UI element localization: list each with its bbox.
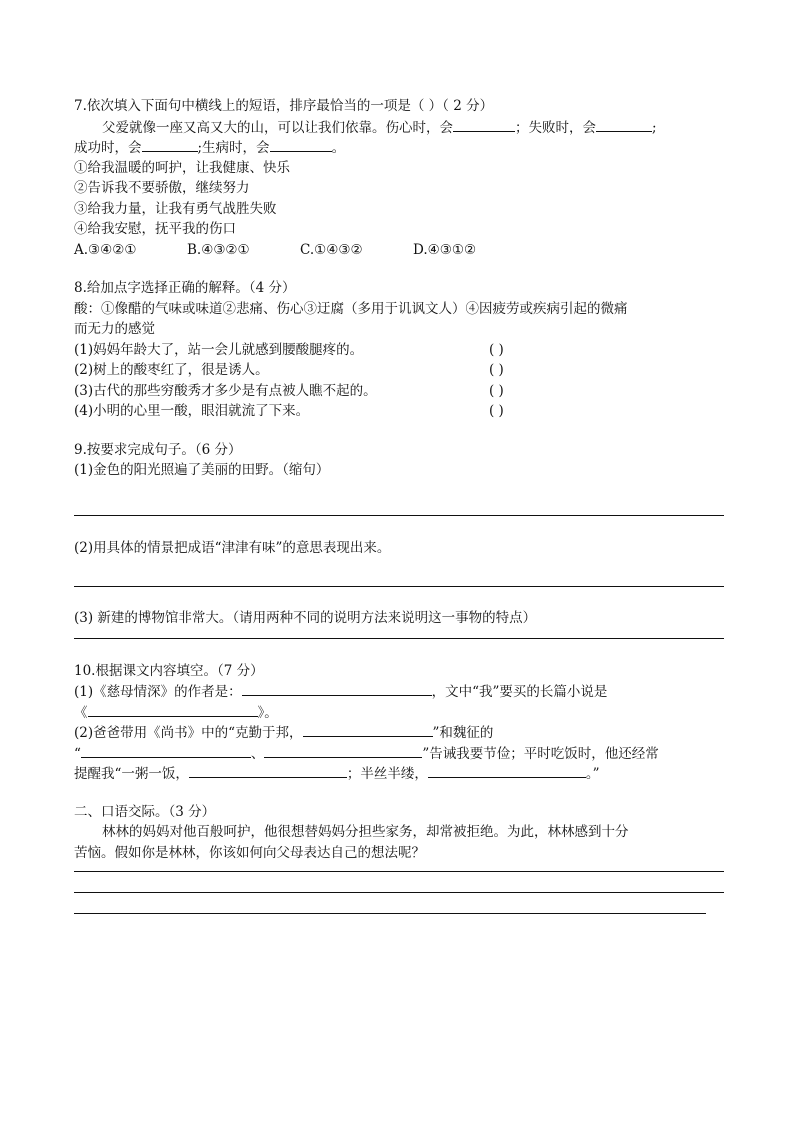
worksheet-page xyxy=(74,96,724,914)
oral-prompt-line1: 林林的妈妈对他百般呵护，他很想替妈妈分担些家务，却常被拒绝。为此，林林感到十分 xyxy=(102,824,629,840)
q7-stem-d: 成功时，会 xyxy=(74,140,142,156)
q8-item-text: (1)妈妈年龄大了，站一会儿就感到腰酸腿疼的。 xyxy=(74,341,364,358)
q7-item: ②告诉我不要骄傲，继续努力 xyxy=(74,180,250,196)
q10-blank-novel[interactable] xyxy=(88,702,258,717)
q10-blank-author[interactable] xyxy=(242,681,432,696)
q10-text: 、 xyxy=(250,745,265,762)
q7-item: ④给我安慰，抚平我的伤口 xyxy=(74,221,236,237)
q8-answer-paren[interactable]: ( ) xyxy=(489,341,504,358)
q10-title: 10.根据课文内容填空。（7 分） xyxy=(74,662,264,679)
q10-blank-shangshu[interactable] xyxy=(303,722,433,737)
q7-stem-c: ; xyxy=(652,119,657,136)
q10-text: ”和魏征的 xyxy=(432,725,494,741)
q10-blank-weizheng-2[interactable] xyxy=(264,743,422,758)
q10-text: 提醒我“一粥一饭， xyxy=(74,766,189,782)
q9-sub1: (1)金色的阳光照遍了美丽的田野。（缩句） xyxy=(74,462,330,478)
q8-item xyxy=(74,401,724,422)
q7-option-b[interactable]: B.④③②① xyxy=(187,241,250,258)
q8-item-text: (2)树上的酸枣红了，很是诱人。 xyxy=(74,362,269,378)
q7-stem-e: ;生病时，会 xyxy=(197,140,270,156)
q10-blank-weizheng-1[interactable] xyxy=(81,743,251,758)
q7-item: ③给我力量，让我有勇气战胜失败 xyxy=(74,200,277,217)
q7-title: 7.依次填入下面句中横线上的短语，排序最恰当的一项是（ ）（ 2 分） xyxy=(74,98,494,114)
q7-stem-line1 xyxy=(74,117,724,138)
q10-line5 xyxy=(74,763,724,784)
q8-item xyxy=(74,360,724,381)
q10-line1 xyxy=(74,681,724,702)
q10-text: 。” xyxy=(585,766,600,782)
q10-text: ”告诫我要节俭；平时吃饭时，他还经常 xyxy=(422,745,659,762)
q10-text: (2)爸爸带用《尚书》中的“克勤于邦， xyxy=(74,725,303,741)
q8-answer-paren[interactable]: ( ) xyxy=(489,403,504,419)
q7-stem-f: 。 xyxy=(331,140,346,156)
q10-text: ；半丝半缕， xyxy=(346,766,428,782)
q7-option-c[interactable]: C.①④③② xyxy=(300,241,363,258)
q10-text: (1)《慈母情深》的作者是： xyxy=(74,684,242,700)
q7-blank-1[interactable] xyxy=(453,117,515,132)
q9-title: 9.按要求完成句子。（6 分） xyxy=(74,441,242,458)
q10-line3 xyxy=(74,722,724,743)
q7-item: ①给我温暖的呵护，让我健康、快乐 xyxy=(74,159,290,176)
q7-blank-2[interactable] xyxy=(596,117,652,132)
q10-text: “ xyxy=(74,745,81,762)
q10-blank-zhuzi-1[interactable] xyxy=(189,763,347,778)
q7-blank-4[interactable] xyxy=(270,137,332,152)
oral-answer-line-3[interactable] xyxy=(74,913,706,914)
q8-item xyxy=(74,340,724,361)
q10-text: 》。 xyxy=(257,704,278,721)
q8-title: 8.给加点字选择正确的解释。（4 分） xyxy=(74,280,296,296)
q10-text: ，文中“我”要买的长篇小说是 xyxy=(431,684,608,700)
q9-sub3: (3) 新建的博物馆非常大。（请用两种不同的说明方法来说明这一事物的特点） xyxy=(74,610,537,626)
q8-item-text: (3)古代的那些穷酸秀才多少是有点被人瞧不起的。 xyxy=(74,382,377,399)
q7-option-a[interactable]: A.③④②① xyxy=(74,241,137,258)
q8-definition: 酸：①像醋的气味或味道②悲痛、伤心③迂腐（多用于讥讽文人）④因疲劳或疾病引起的微痛 xyxy=(74,300,628,317)
q8-item xyxy=(74,381,724,402)
q10-line2 xyxy=(74,702,724,723)
q8-answer-paren[interactable]: ( ) xyxy=(489,382,504,399)
q7-options xyxy=(74,240,724,261)
q8-item-text: (4)小明的心里一酸，眼泪就流了下来。 xyxy=(74,403,310,419)
oral-section-title: 二、口语交际。（3 分） xyxy=(74,803,216,820)
q7-stem-b: ；失败时，会 xyxy=(515,119,596,136)
q8-definition-cont: 而无力的感觉 xyxy=(74,321,155,337)
q9-sub2: (2)用具体的情景把成语“津津有味”的意思表现出来。 xyxy=(74,539,391,556)
q7-stem-line2 xyxy=(74,137,724,158)
q10-text: 《 xyxy=(74,704,88,721)
q8-answer-paren[interactable]: ( ) xyxy=(489,362,504,378)
q10-line4 xyxy=(74,743,724,764)
q7-stem-a: 父爱就像一座又高又大的山，可以让我们依靠。伤心时，会 xyxy=(102,119,453,136)
q7-option-d[interactable]: D.④③①② xyxy=(413,241,477,258)
q10-blank-zhuzi-2[interactable] xyxy=(428,763,586,778)
oral-prompt-line2: 苦恼。假如你是林林，你该如何向父母表达自己的想法呢？ xyxy=(74,844,425,861)
q7-blank-3[interactable] xyxy=(142,137,198,152)
